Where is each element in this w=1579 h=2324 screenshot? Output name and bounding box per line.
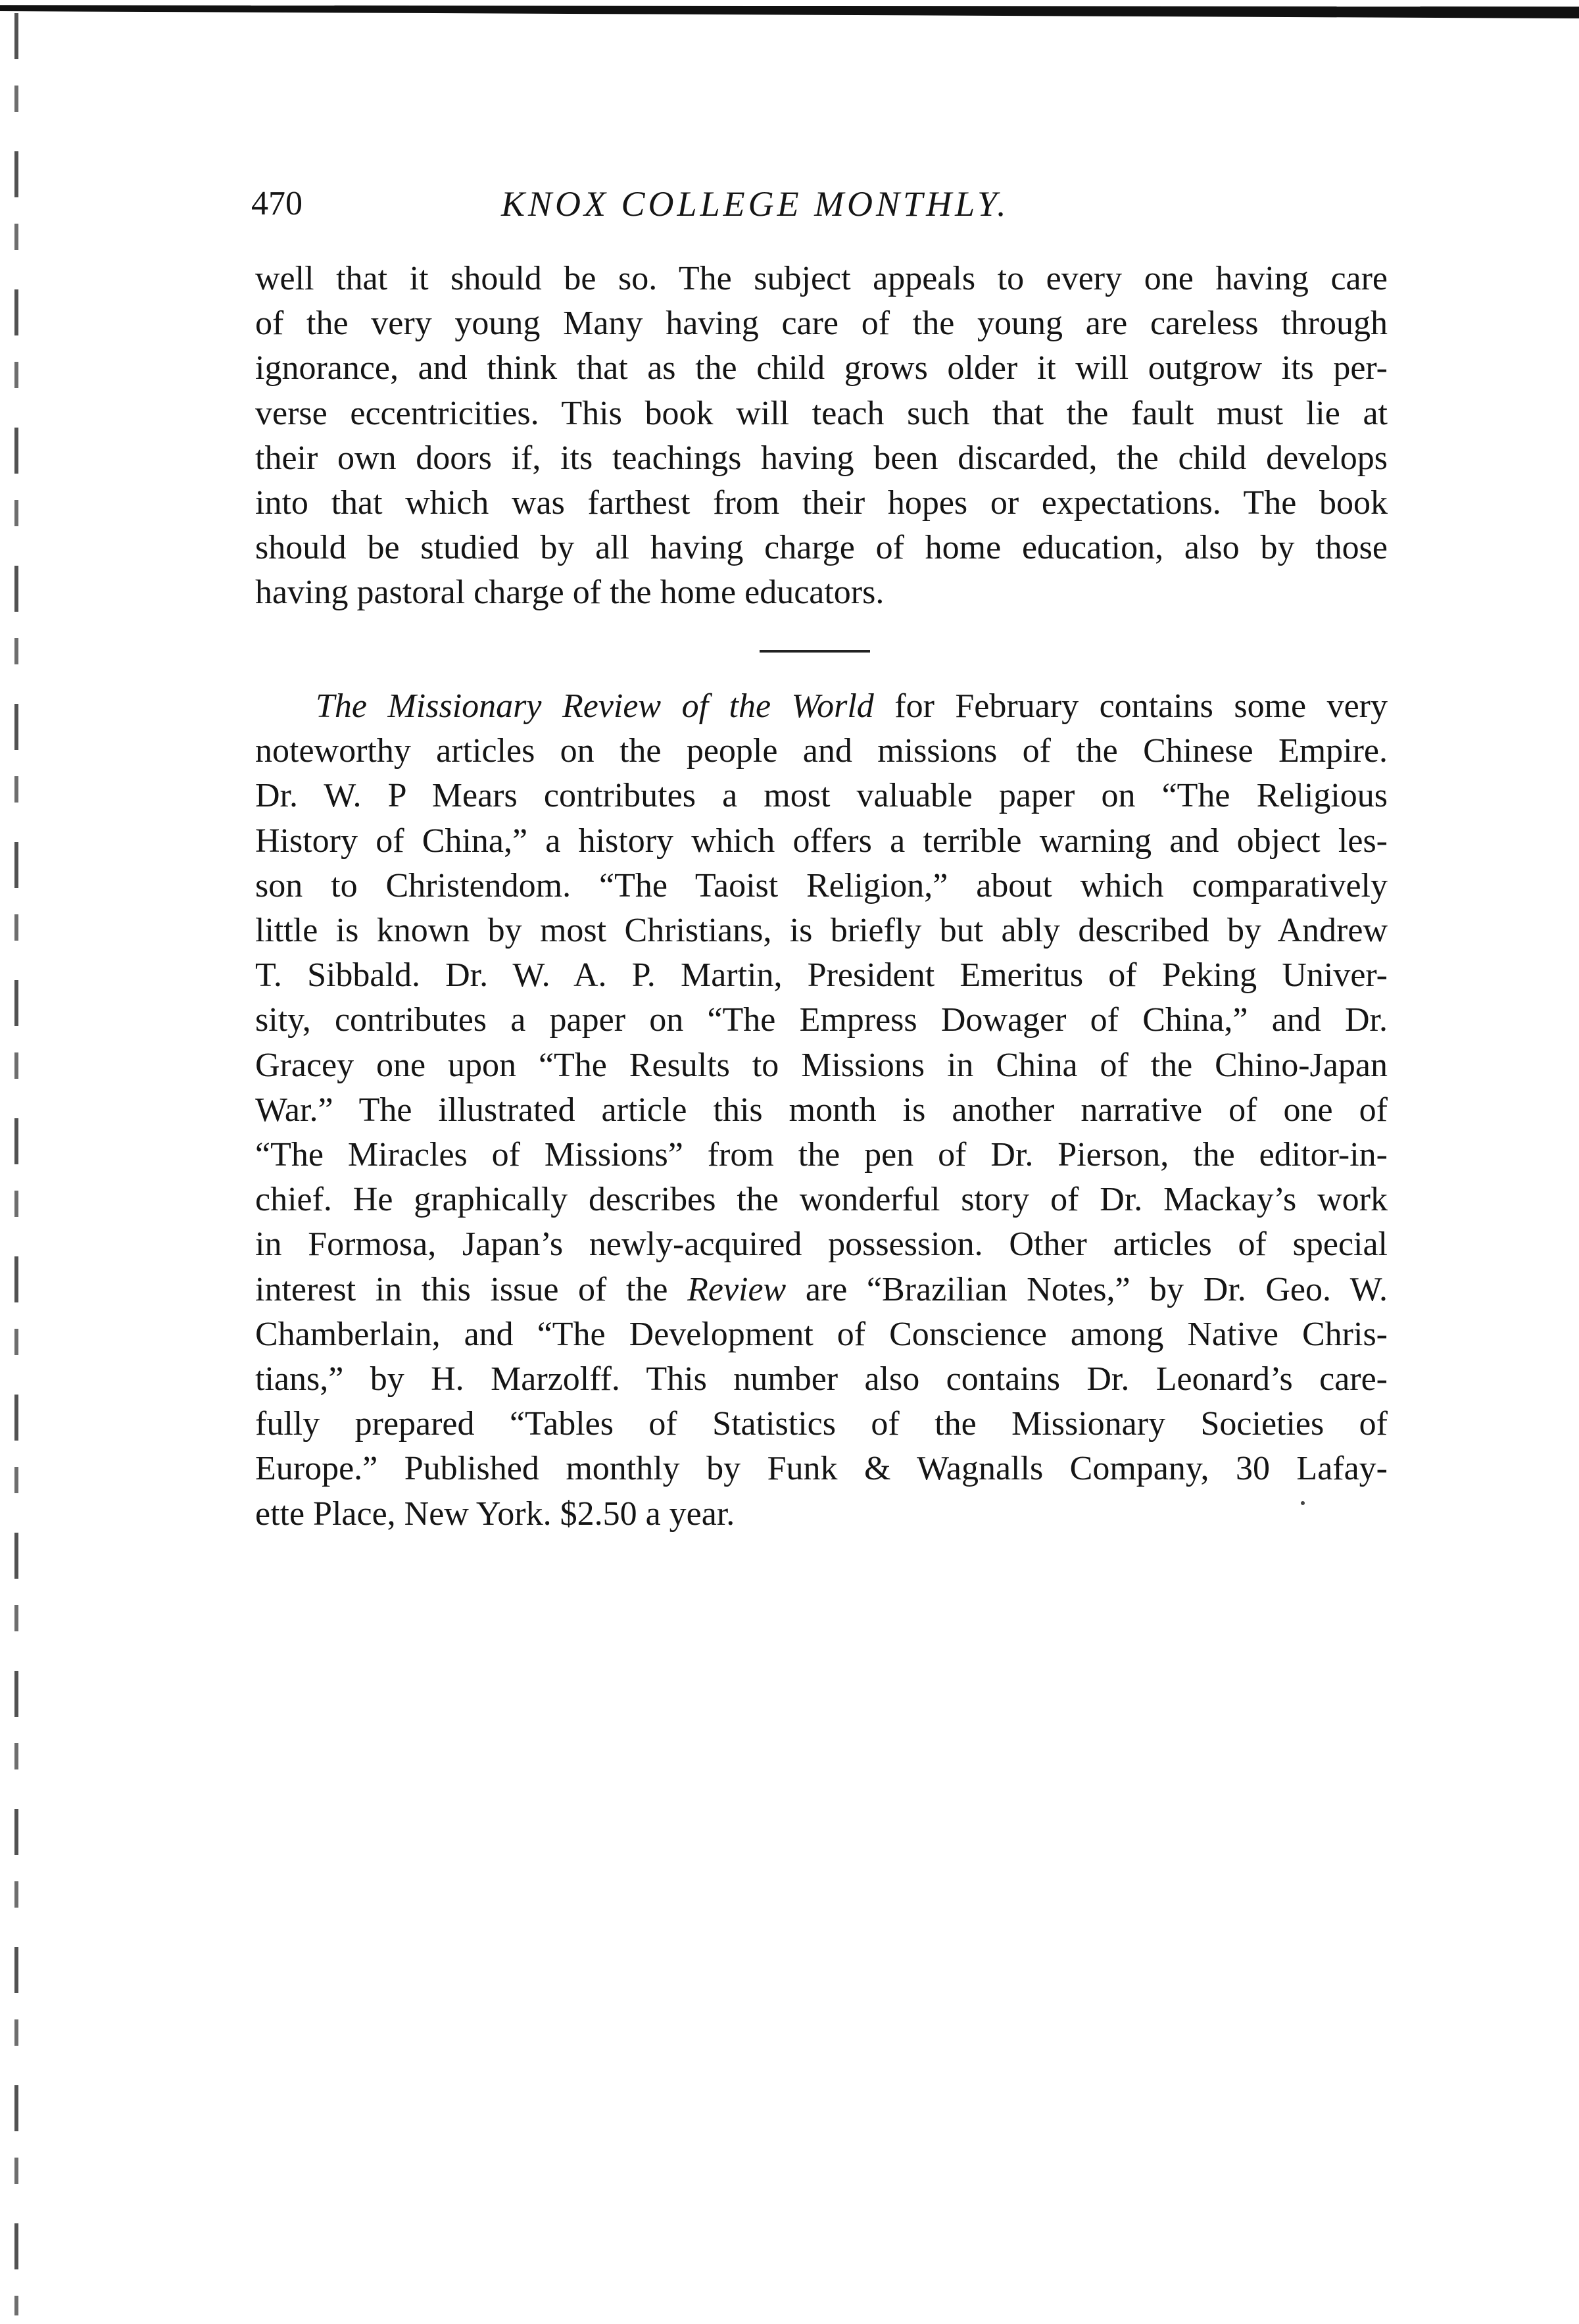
- text-line: having pastoral charge of the home educators.: [255, 574, 885, 612]
- text-line: Gracey one upon “The Results to Missions in China of the Chino-Japan: [255, 1046, 1388, 1084]
- text-line: History of China,” a history which offers a terrible warning and object les-: [255, 822, 1388, 860]
- paragraph-book-review: [255, 257, 1388, 616]
- page-number: 470: [251, 185, 303, 222]
- text-line: Europe.” Published monthly by Funk & Wagnalls Company, 30 Lafay-: [255, 1450, 1388, 1488]
- text-line: noteworthy articles on the people and missions of the Chinese Empire.: [255, 732, 1388, 770]
- stray-mark: [1301, 1501, 1305, 1505]
- text-line: sity, contributes a paper on “The Empress Dowager of China,” and Dr.: [255, 1001, 1388, 1039]
- text-line: fully prepared “Tables of Statistics of the Missionary Societies of: [255, 1405, 1388, 1443]
- left-page-edge: [14, 13, 18, 2315]
- text-line: Chamberlain, and “The Development of Conscience among Native Chris-: [255, 1315, 1388, 1353]
- text-line: into that which was farthest from their hopes or expectations. The book: [255, 484, 1388, 522]
- text-line: little is known by most Christians, is briefly but ably described by Andrew: [255, 912, 1388, 950]
- text-line: ette Place, New York. $2.50 a year.: [255, 1495, 735, 1533]
- text-line: their own doors if, its teachings having been discarded, the child develops: [255, 439, 1388, 477]
- page-header: [251, 174, 1389, 234]
- text-line: T. Sibbald. Dr. W. A. P. Martin, President Emeritus of Peking Univer-: [255, 956, 1388, 995]
- text-line: The Missionary Review of the World for February contains some very: [316, 687, 1388, 725]
- text-line: well that it should be so. The subject appeals to every one having care: [255, 260, 1388, 297]
- text-line: verse eccentricities. This book will teach such that the fault must lie at: [255, 394, 1388, 432]
- top-border-rule: [0, 5, 1579, 18]
- text-line: Dr. W. P Mears contributes a most valuable paper on “The Religious: [255, 777, 1388, 815]
- text-line: in Formosa, Japan’s newly-acquired possession. Other articles of special: [255, 1225, 1388, 1264]
- paragraph-missionary-review: [255, 684, 1388, 1537]
- text-line: should be studied by all having charge of home education, also by those: [255, 529, 1388, 567]
- text-line: ignorance, and think that as the child grows older it will outgrow its per-: [255, 349, 1388, 387]
- text-line: War.” The illustrated article this month is another narrative of one of: [255, 1091, 1388, 1129]
- section-divider: [760, 650, 870, 653]
- text-line: chief. He graphically describes the wonderful story of Dr. Mackay’s work: [255, 1181, 1388, 1219]
- text-line: tians,” by H. Marzolff. This number also contains Dr. Leonard’s care-: [255, 1360, 1388, 1398]
- text-line: son to Christendom. “The Taoist Religion,” about which comparatively: [255, 866, 1388, 904]
- text-line: interest in this issue of the Review are “Brazilian Notes,” by Dr. Geo. W.: [255, 1270, 1388, 1308]
- text-line: “The Miracles of Missions” from the pen of Dr. Pierson, the editor-in-: [255, 1136, 1388, 1174]
- text-line: of the very young Many having care of the young are careless through: [255, 305, 1388, 343]
- running-title: KNOX COLLEGE MONTHLY.: [501, 184, 1009, 224]
